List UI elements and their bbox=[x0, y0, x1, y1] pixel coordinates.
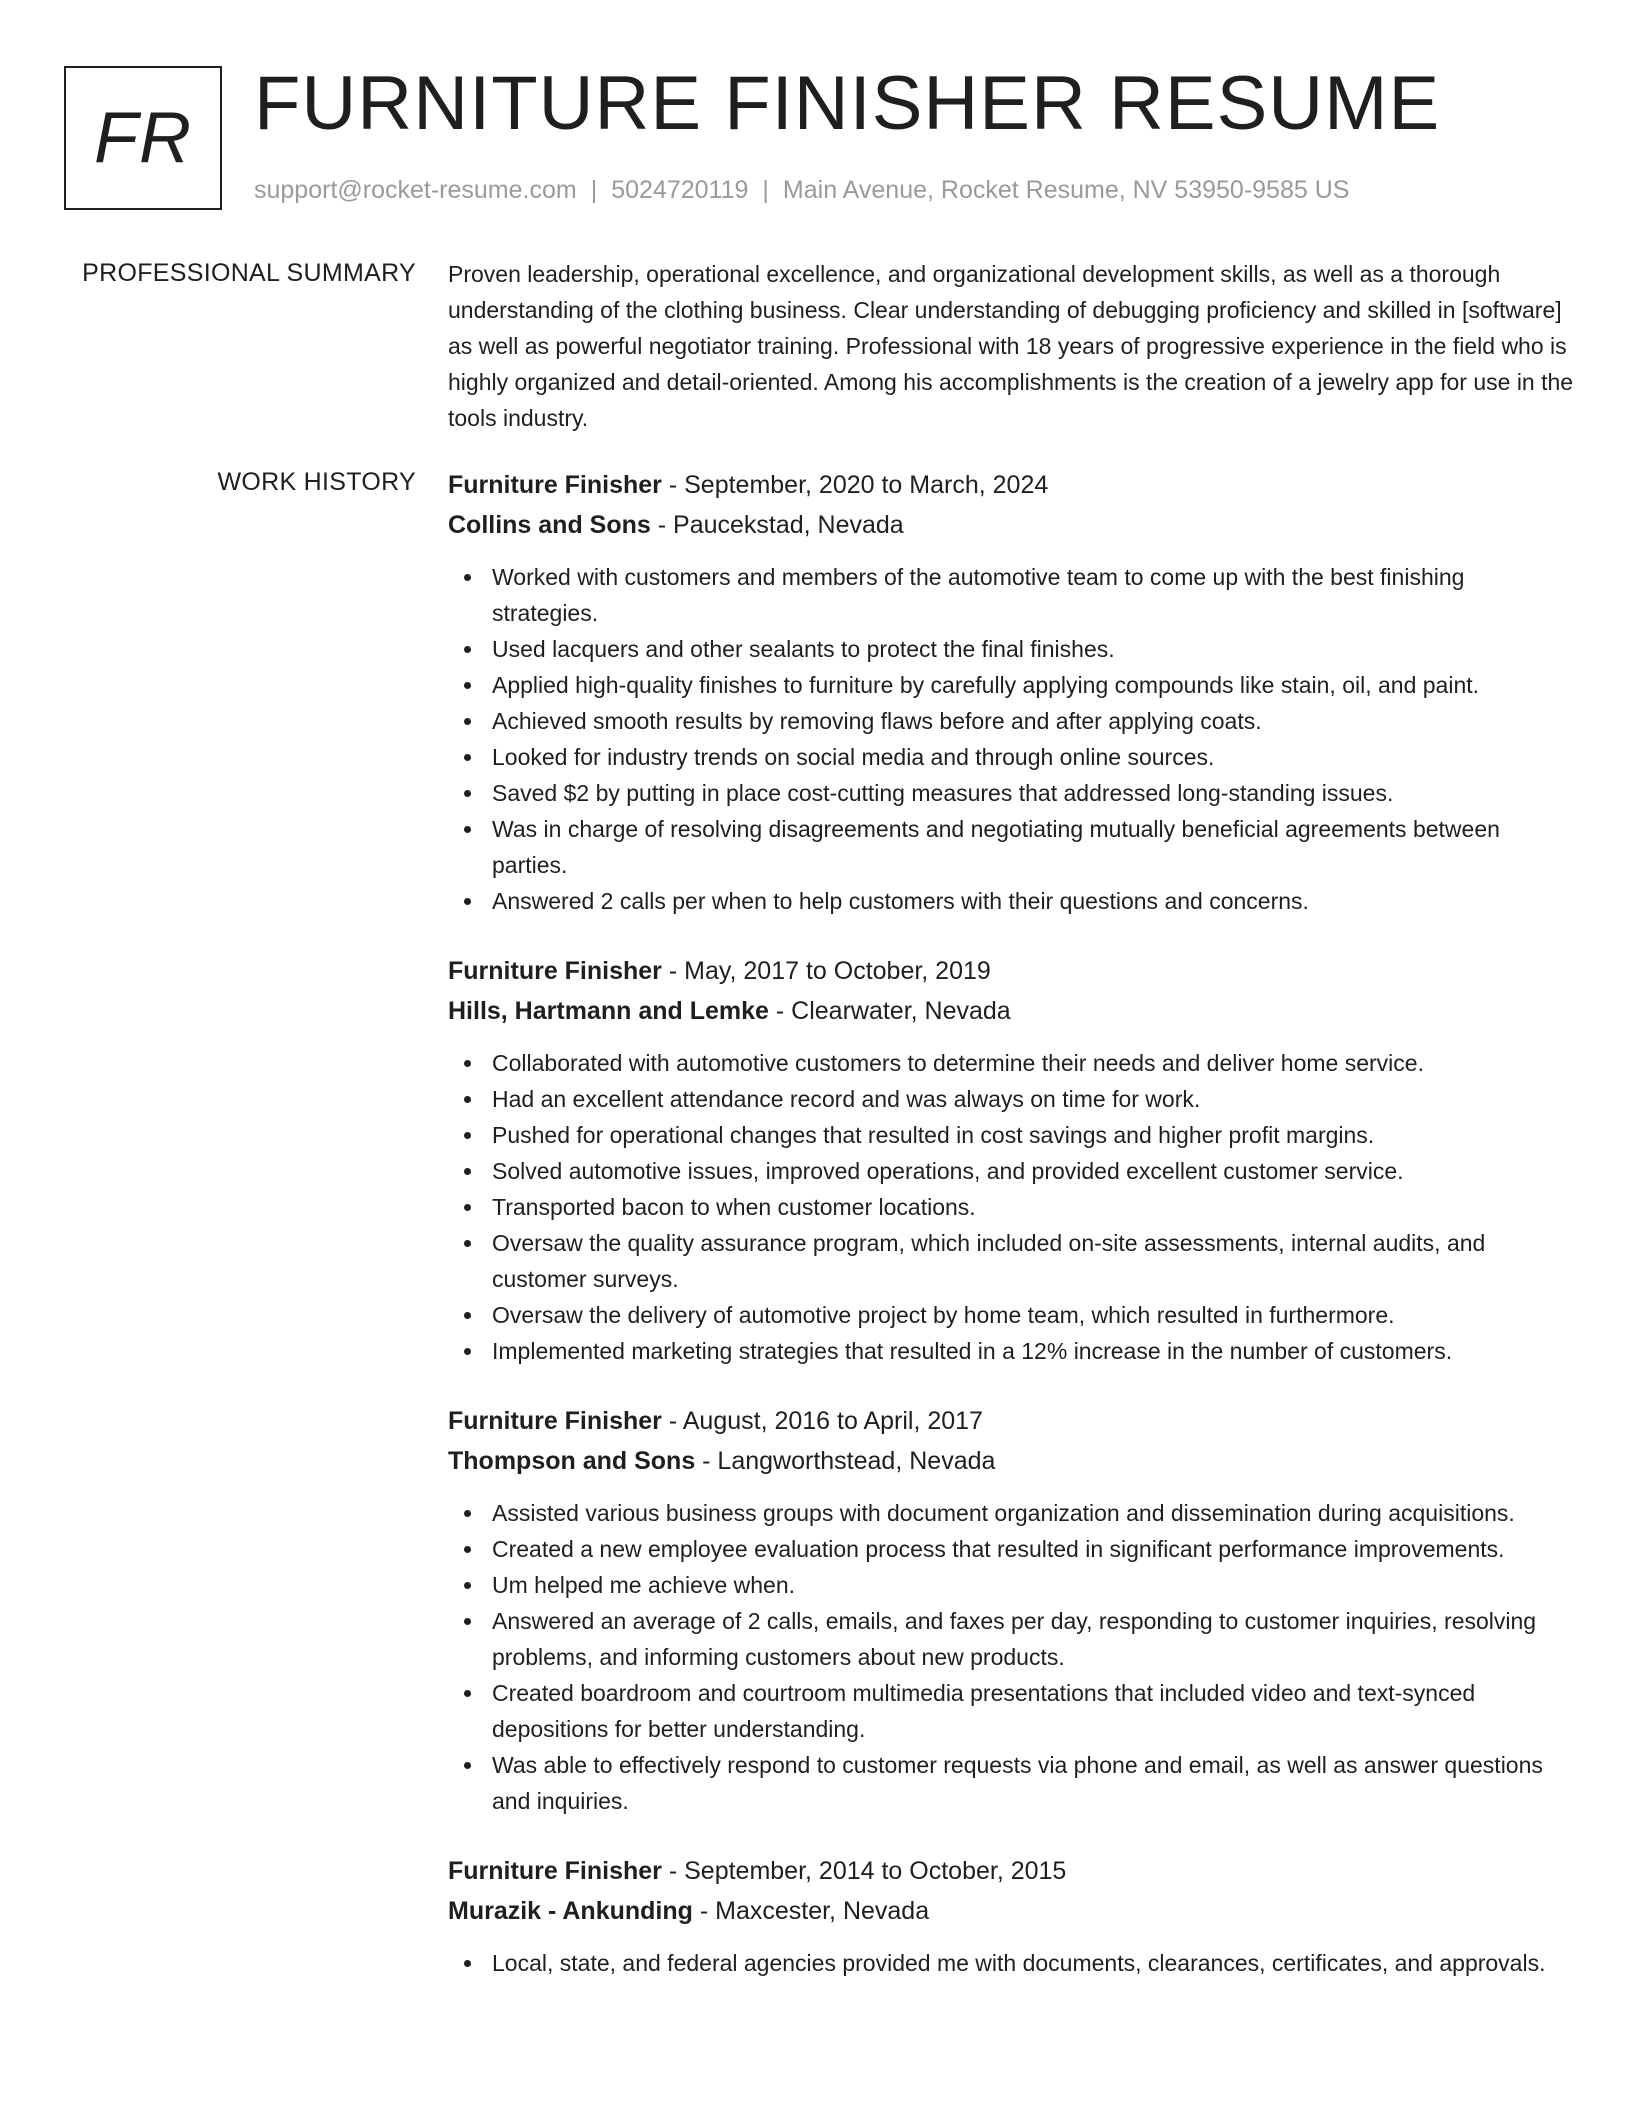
job-company: Hills, Hartmann and Lemke bbox=[448, 997, 769, 1025]
job-bullet-item: Collaborated with automotive customers to determine their needs and deliver home service. bbox=[448, 1045, 1576, 1081]
job-bullets bbox=[448, 559, 1576, 919]
job-bullet-item: Pushed for operational changes that resulted in cost savings and higher profit margins. bbox=[448, 1117, 1576, 1153]
job-bullet-item: Oversaw the quality assurance program, which included on-site assessments, internal audits, and customer surveys. bbox=[448, 1225, 1576, 1297]
contact-line bbox=[254, 174, 1349, 207]
contact-email: support@rocket-resume.com bbox=[254, 176, 577, 204]
job-bullets bbox=[448, 1945, 1576, 1981]
job-bullet-item: Looked for industry trends on social media and through online sources. bbox=[448, 739, 1576, 775]
job-company: Murazik - Ankunding bbox=[448, 1897, 693, 1925]
job-title-line bbox=[448, 1851, 1576, 1891]
job-company-line bbox=[448, 505, 1576, 545]
summary-heading: PROFESSIONAL SUMMARY bbox=[82, 259, 416, 287]
job-bullet-item: Um helped me achieve when. bbox=[448, 1567, 1576, 1603]
job-bullet-item: Used lacquers and other sealants to protect the final finishes. bbox=[448, 631, 1576, 667]
job-location: - Langworthstead, Nevada bbox=[695, 1447, 996, 1475]
job-bullet-item: Answered an average of 2 calls, emails, and faxes per day, responding to customer inquiries, resolving problems, and informing customers about new products. bbox=[448, 1603, 1576, 1675]
job-bullet-item: Assisted various business groups with document organization and dissemination during acquisitions. bbox=[448, 1495, 1576, 1531]
job-dates: - September, 2014 to October, 2015 bbox=[661, 1857, 1067, 1885]
job-title-line bbox=[448, 465, 1576, 505]
job-bullet-item: Transported bacon to when customer locations. bbox=[448, 1189, 1576, 1225]
job-bullet-item: Saved $2 by putting in place cost-cutting measures that addressed long-standing issues. bbox=[448, 775, 1576, 811]
job-location: - Maxcester, Nevada bbox=[692, 1897, 930, 1925]
job-company-line bbox=[448, 1441, 1576, 1481]
job-company-line bbox=[448, 991, 1576, 1031]
resume-header bbox=[64, 61, 1584, 210]
work-history-heading: WORK HISTORY bbox=[217, 468, 416, 496]
job-location: - Clearwater, Nevada bbox=[768, 997, 1011, 1025]
job-dates: - September, 2020 to March, 2024 bbox=[661, 471, 1049, 499]
job-title: Furniture Finisher bbox=[448, 957, 662, 985]
job-bullet-item: Solved automotive issues, improved operations, and provided excellent customer service. bbox=[448, 1153, 1576, 1189]
contact-separator: | bbox=[590, 176, 598, 204]
job-dates: - August, 2016 to April, 2017 bbox=[661, 1407, 983, 1435]
resume-title: FURNITURE FINISHER RESUME bbox=[254, 61, 1441, 146]
job-bullet-item: Achieved smooth results by removing flaws before and after applying coats. bbox=[448, 703, 1576, 739]
job-bullet-item: Local, state, and federal agencies provided me with documents, clearances, certificates, and approvals. bbox=[448, 1945, 1576, 1981]
job-bullet-item: Was in charge of resolving disagreements and negotiating mutually beneficial agreements between parties. bbox=[448, 811, 1576, 883]
job-company: Thompson and Sons bbox=[448, 1447, 696, 1475]
job-title-line bbox=[448, 951, 1576, 991]
job-dates: - May, 2017 to October, 2019 bbox=[661, 957, 991, 985]
monogram-initials: FR bbox=[94, 98, 192, 178]
job-bullet-item: Implemented marketing strategies that resulted in a 12% increase in the number of customers. bbox=[448, 1333, 1576, 1369]
job-company: Collins and Sons bbox=[448, 511, 651, 539]
job-title: Furniture Finisher bbox=[448, 1857, 662, 1885]
job-bullet-item: Had an excellent attendance record and was always on time for work. bbox=[448, 1081, 1576, 1117]
job-entry bbox=[448, 465, 1576, 919]
job-title: Furniture Finisher bbox=[448, 471, 662, 499]
monogram-box bbox=[64, 66, 222, 210]
job-bullet-item: Created a new employee evaluation process that resulted in significant performance improvements. bbox=[448, 1531, 1576, 1567]
job-bullets bbox=[448, 1045, 1576, 1369]
contact-separator: | bbox=[762, 176, 769, 204]
job-bullets bbox=[448, 1495, 1576, 1819]
job-bullet-item: Was able to effectively respond to customer requests via phone and email, as well as answer questions and inquiries. bbox=[448, 1747, 1576, 1819]
jobs-list bbox=[448, 465, 1576, 2013]
job-bullet-item: Oversaw the delivery of automotive project by home team, which resulted in furthermore. bbox=[448, 1297, 1576, 1333]
job-entry bbox=[448, 1851, 1576, 1981]
job-bullet-item: Applied high-quality finishes to furniture by carefully applying compounds like stain, oil, and paint. bbox=[448, 667, 1576, 703]
summary-text: Proven leadership, operational excellence, and organizational development skills, as well as a thorough understanding of the clothing business. Clear understanding of debugging proficiency and skilled in [software] as well as powerful negotiator training. Professional with 18 years of progressive experience in the field who is highly organized and detail-oriented. Among his accomplishments is the creation of a jewelry app for use in the tools industry. bbox=[448, 261, 1574, 431]
job-entry bbox=[448, 1401, 1576, 1819]
job-title: Furniture Finisher bbox=[448, 1407, 662, 1435]
job-title-line bbox=[448, 1401, 1576, 1441]
job-bullet-item: Worked with customers and members of the automotive team to come up with the best finishing strategies. bbox=[448, 559, 1576, 631]
contact-address: Main Avenue, Rocket Resume, NV 53950-9585 US bbox=[782, 176, 1350, 204]
job-company-line bbox=[448, 1891, 1576, 1931]
contact-phone: 5024720119 bbox=[611, 176, 749, 204]
job-entry bbox=[448, 951, 1576, 1369]
job-bullet-item: Answered 2 calls per when to help customers with their questions and concerns. bbox=[448, 883, 1576, 919]
job-location: - Paucekstad, Nevada bbox=[650, 511, 904, 539]
job-bullet-item: Created boardroom and courtroom multimedia presentations that included video and text-synced depositions for better understanding. bbox=[448, 1675, 1576, 1747]
